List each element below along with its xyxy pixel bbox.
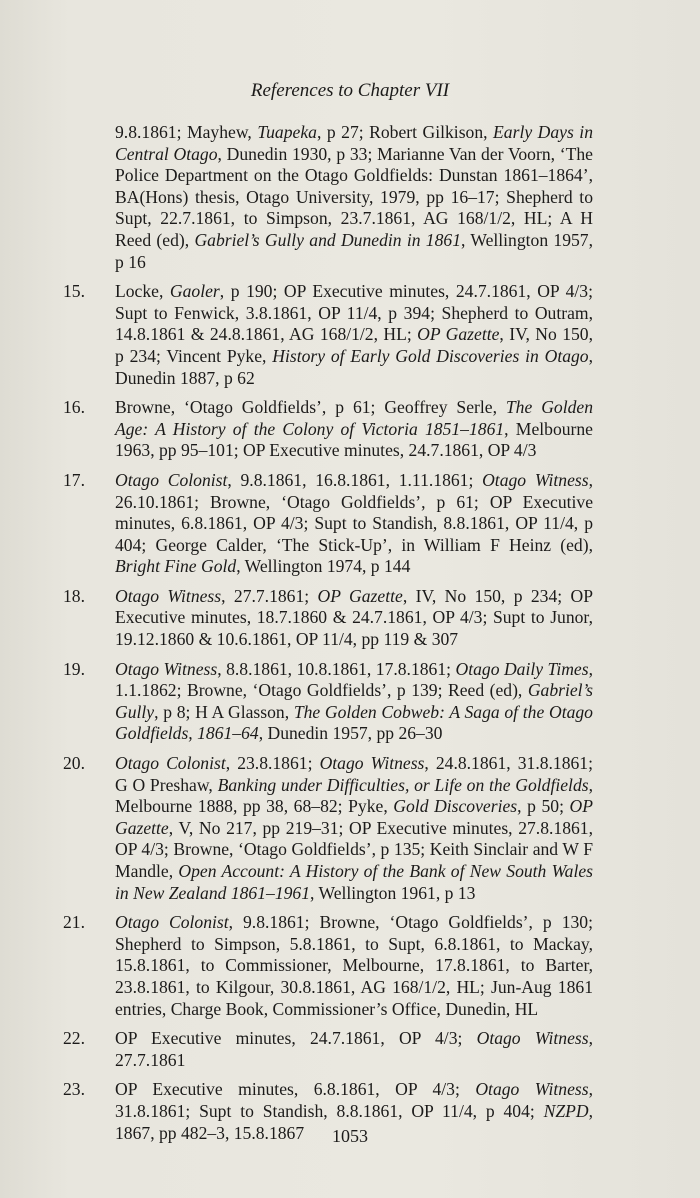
running-head: References to Chapter VII xyxy=(250,80,450,101)
italic-title: Gold Discoveries xyxy=(393,796,518,817)
italic-title: Otago Colonist xyxy=(115,912,229,933)
italic-title: Otago Colonist xyxy=(115,753,226,774)
text-run: , IV, No 150, p 234; Vincent Pyke, xyxy=(115,324,593,366)
text-run: , 24.8.1861, 31.8.1861; G O Preshaw, xyxy=(115,753,593,795)
italic-title: Open Account: A History of the Bank of New South Wales in New Zealand 1861–1961 xyxy=(115,861,594,903)
text-run: , IV, No 150, p 234; OP Executive minutes, 18.7.1860 & 24.7.1861, OP 4/3; Supt to Junor, 19.12.1860 & 10.6.1861, OP 11/4, pp 119 & 307 xyxy=(115,585,594,650)
text-run: , Melbourne 1963, pp 95–101; OP Executive minutes, 24.7.1861, OP 4/3 xyxy=(115,418,593,461)
reference-item xyxy=(63,659,593,745)
italic-title: Otago Witness xyxy=(115,585,222,606)
text-run: , 8.8.1861, 10.8.1861, 17.8.1861; xyxy=(217,658,456,679)
italic-title: Tuapeka xyxy=(257,122,317,142)
text-run: , V, No 217, pp 219–31; OP Executive minutes, 27.8.1861, OP 4/3; Browne, ‘Otago Goldfields’, p 135; Keith Sinclair and W F Mandle, xyxy=(115,817,593,881)
reference-text xyxy=(115,122,593,273)
text-run: , Wellington 1957, p 16 xyxy=(115,229,593,272)
text-run: , p 190; OP Executive minutes, 24.7.1861, OP 4/3; Supt to Fenwick, 3.8.1861, OP 11/4, p 394; Shepherd to Outram, 14.8.1861 & 24.8.1861, AG 168/1/2, HL; xyxy=(115,281,593,345)
text-run: , Wellington 1974, p 144 xyxy=(236,556,411,577)
reference-item xyxy=(63,397,593,462)
text-run: , p 50; xyxy=(517,796,570,817)
reference-number: 23. xyxy=(63,1079,85,1100)
text-run: , 31.8.1861; Supt to Standish, 8.8.1861, OP 11/4, p 404; xyxy=(115,1079,593,1121)
reference-item xyxy=(63,753,593,904)
reference-text xyxy=(115,753,593,904)
text-run: , Melbourne 1888, pp 38, 68–82; Pyke, xyxy=(115,774,593,817)
page-number: 1053 xyxy=(332,1126,368,1146)
reference-number: 21. xyxy=(63,912,85,933)
text-run: , Dunedin 1957, pp 26–30 xyxy=(258,723,443,744)
text-run: Locke, xyxy=(115,281,170,302)
italic-title: Otago Witness xyxy=(475,1079,589,1100)
italic-title: OP Gazette xyxy=(317,585,403,606)
reference-item xyxy=(63,1028,593,1071)
italic-title: The Golden Age: A History of the Colony of Victoria 1851–1861 xyxy=(115,397,593,439)
reference-number: 16. xyxy=(63,397,85,418)
reference-text xyxy=(115,397,593,462)
text-run: , Dunedin 1887, p 62 xyxy=(115,345,594,388)
italic-title: OP Gazette xyxy=(417,324,500,345)
reference-text xyxy=(115,659,593,745)
reference-list xyxy=(63,122,593,1152)
italic-title: Otago Witness xyxy=(476,1028,589,1049)
text-run: , 1867, pp 482–3, 15.8.1867 xyxy=(115,1100,593,1143)
reference-number: 22. xyxy=(63,1028,85,1049)
italic-title: Otago Witness xyxy=(319,753,425,774)
reference-text xyxy=(115,470,593,578)
text-run: Browne, ‘Otago Goldfields’, p 61; Geoffrey Serle, xyxy=(115,397,506,418)
reference-continuation xyxy=(63,122,593,273)
reference-number: 18. xyxy=(63,585,85,606)
reference-item xyxy=(63,281,593,389)
text-run: OP Executive minutes, 24.7.1861, OP 4/3; xyxy=(115,1028,477,1049)
italic-title: Gaoler xyxy=(169,281,220,302)
italic-title: Gabriel’s Gully xyxy=(115,680,593,722)
italic-title: Otago Witness xyxy=(482,469,589,490)
reference-item xyxy=(63,586,593,651)
text-run: , 9.8.1861; Browne, ‘Otago Goldfields’, p 130; Shepherd to Simpson, 5.8.1861, to Supt, 6.8.1861, to Mackay, 15.8.1861, to Commissioner, Melbourne, 17.8.1861, to Barter, 23.8.1861, to Kilgour, 30.8.1861, AG 168/1/2, HL; Jun-Aug 1861 entries, Charge Book, Commissioner’s Office, Dunedin, HL xyxy=(115,912,593,1019)
italic-title: Gabriel’s Gully and Dunedin in 1861 xyxy=(194,229,461,250)
italic-title: Otago Daily Times xyxy=(455,658,589,679)
reference-item xyxy=(63,912,593,1020)
italic-title: OP Gazette xyxy=(115,796,593,838)
text-run: , 27.7.1861 xyxy=(115,1028,593,1070)
reference-text xyxy=(115,281,593,389)
italic-title: History of Early Gold Discoveries in Otago xyxy=(272,345,589,366)
italic-title: Early Days in Central Otago xyxy=(115,122,593,164)
reference-text xyxy=(115,912,593,1020)
text-run: , 27.7.1861; xyxy=(221,585,318,606)
text-run: , Wellington 1961, p 13 xyxy=(310,882,476,903)
text-run: , 26.10.1861; Browne, ‘Otago Goldfields’, p 61; OP Executive minutes, 6.8.1861, OP 4/3; Supt to Standish, 8.8.1861, OP 11/4, p 404; George Calder, ‘The Stick-Up’, in William F Heinz (ed), xyxy=(115,469,593,555)
text-run: , p 27; Robert Gilkison, xyxy=(316,122,494,142)
reference-text xyxy=(115,1028,593,1071)
reference-number: 17. xyxy=(63,469,85,490)
reference-number: 20. xyxy=(63,753,85,774)
text-run: OP Executive minutes, 6.8.1861, OP 4/3; xyxy=(115,1079,476,1100)
italic-title: Otago Colonist xyxy=(115,469,228,490)
italic-title: Banking under Difficulties, or Life on the Goldfields xyxy=(217,774,589,795)
italic-title: Otago Witness xyxy=(115,658,218,679)
text-run: , 23.8.1861; xyxy=(225,753,320,774)
reference-number: 15. xyxy=(63,281,85,302)
italic-title: NZPD xyxy=(543,1100,589,1121)
text-run: , p 8; H A Glasson, xyxy=(154,701,294,722)
reference-item xyxy=(63,470,593,578)
italic-title: Bright Fine Gold xyxy=(115,556,237,577)
text-run: , Dunedin 1930, p 33; Marianne Van der Voorn, ‘The Police Department on the Otago Goldfields: Dunstan 1861–1864’, BA(Hons) thesis, Otago University, 1979, pp 16–17; Shepherd to Supt, 22.7.1861, to Simpson, 23.7.1861, AG 168/1/2, HL; A H Reed (ed), xyxy=(115,143,593,250)
italic-title: The Golden Cobweb: A Saga of the Otago Goldfields, 1861–64 xyxy=(115,701,593,744)
reference-text xyxy=(115,586,593,651)
reference-items xyxy=(63,281,593,1144)
text-run: , 1.1.1862; Browne, ‘Otago Goldfields’, p 139; Reed (ed), xyxy=(115,658,593,701)
reference-number: 19. xyxy=(63,658,85,679)
text-run: 9.8.1861; Mayhew, xyxy=(115,122,258,142)
text-run: , 9.8.1861, 16.8.1861, 1.11.1861; xyxy=(227,469,483,490)
